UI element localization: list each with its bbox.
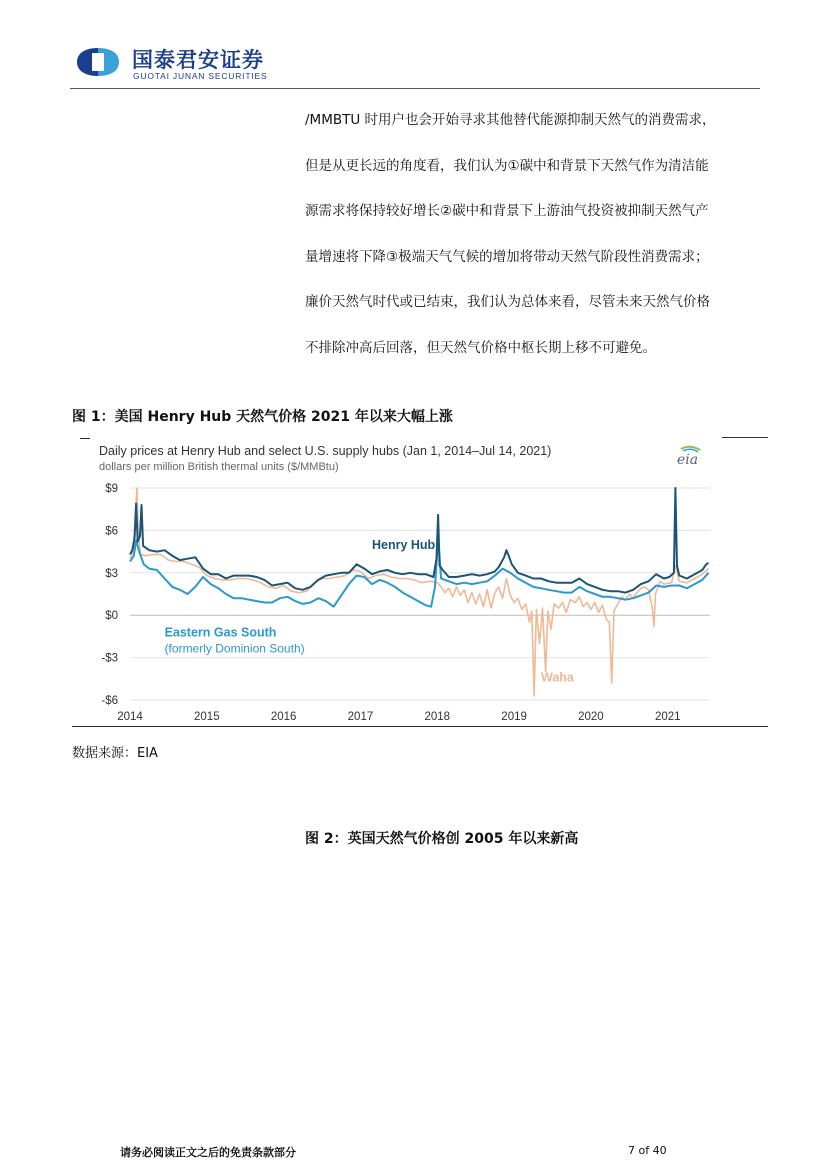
figure1-top-rule-left: [80, 438, 90, 439]
header-divider: [70, 88, 760, 89]
figure1-title: 图 1：美国 Henry Hub 天然气价格 2021 年以来大幅上涨: [72, 409, 453, 425]
page-header: [70, 40, 760, 90]
body-line: /MMBTU 时用户也会开始寻求其他替代能源抑制天然气的消费需求，: [305, 112, 716, 128]
x-tick-label: 2018: [424, 711, 451, 723]
footer-page-number: 7 of 40: [628, 1144, 667, 1157]
x-tick-label: 2016: [270, 711, 297, 723]
x-tick-label: 2015: [194, 711, 220, 723]
company-name-en: GUOTAI JUNAN SECURITIES: [133, 71, 268, 81]
plot-area: [130, 488, 710, 700]
body-line: 廉价天然气时代或已结束，我们认为总体来看，尽管未来天然气价格: [305, 294, 710, 311]
footer-disclaimer: 请务必阅读正文之后的免责条款部分: [120, 1146, 296, 1159]
x-tick-label: 2014: [117, 711, 143, 723]
chart-title: Daily prices at Henry Hub and select U.S. supply hubs (Jan 1, 2014–Jul 14, 2021): [99, 444, 552, 458]
figure1-bottom-rule: [72, 726, 768, 727]
series-label: (formerly Dominion South): [164, 641, 305, 656]
chart-subtitle: dollars per million British thermal units ($/MMBtu): [99, 461, 339, 473]
x-tick-label: 2020: [578, 711, 604, 723]
series-label: Waha: [540, 670, 574, 685]
series-label: Eastern Gas South: [164, 625, 277, 640]
y-tick-label: -$3: [101, 652, 118, 665]
x-tick-label: 2021: [654, 711, 681, 723]
figure1-top-rule-right: [722, 437, 768, 438]
guotai-junan-logo-icon: [73, 46, 123, 78]
y-tick-label: $0: [105, 610, 118, 623]
price-chart: [90, 476, 720, 726]
series-label: Henry Hub: [371, 537, 436, 552]
body-paragraph: [305, 98, 765, 372]
body-line: 源需求将保持较好增长②碳中和背景下上游油气投资被抑制天然气产: [305, 203, 709, 220]
figure2-title: 图 2：英国天然气价格创 2005 年以来新高: [305, 831, 579, 847]
eia-logo-swoosh-icon: [673, 445, 707, 471]
x-tick-label: 2017: [347, 711, 374, 723]
y-tick-label: $3: [105, 567, 118, 580]
company-name-cn: 国泰君安证券: [132, 48, 264, 72]
body-line: 但是从更长远的角度看，我们认为①碳中和背景下天然气作为清洁能: [305, 157, 709, 174]
y-tick-label: $9: [105, 483, 118, 495]
y-tick-label: -$6: [101, 695, 118, 707]
y-tick-label: $6: [105, 525, 118, 538]
eia-logo-icon: eia: [677, 452, 699, 468]
x-tick-label: 2019: [501, 711, 527, 723]
body-line: 量增速将下降③极端天气气候的增加将带动天然气阶段性消费需求；: [305, 248, 709, 265]
body-line: 不排除冲高后回落，但天然气价格中枢长期上移不可避免。: [305, 339, 656, 356]
figure1-source: 数据来源：EIA: [72, 746, 158, 761]
